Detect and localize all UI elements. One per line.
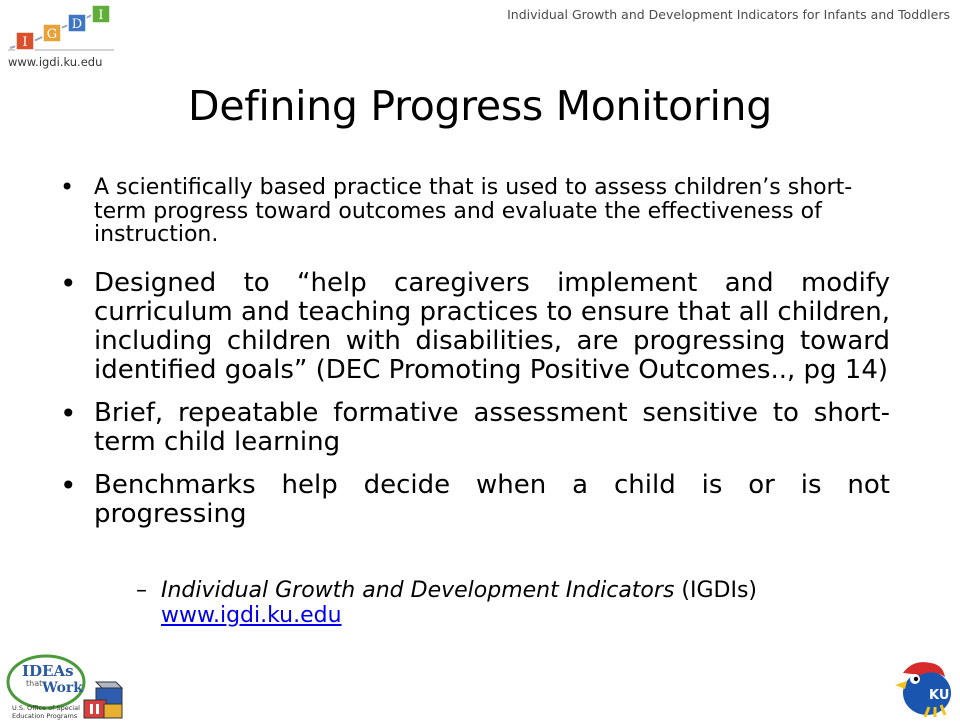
igdi-link[interactable]: www.igdi.ku.edu	[161, 603, 342, 628]
header-program-name: Individual Growth and Development Indicators for Infants and Toddlers	[507, 7, 950, 22]
bullet-item: • Designed to “help caregivers implement and modify curriculum and teaching practices to ensure that all children, including children with disabilities, are progressing toward identified goals” (DEC Promoting Positive Outcomes.., pg 14)	[60, 269, 890, 385]
logo-letter-4: I	[98, 8, 104, 23]
slide-title: Defining Progress Monitoring	[188, 82, 772, 130]
bullet-list	[60, 176, 890, 543]
ideas-line3: Work	[42, 680, 83, 696]
bullet-item: • Benchmarks help decide when a child is or is not progressing	[60, 471, 890, 529]
ideas-that-work-logo	[4, 652, 94, 720]
ideas-line2: that	[26, 679, 43, 688]
igdi-logo-graphic	[6, 0, 116, 56]
logo-url: www.igdi.ku.edu	[8, 55, 103, 69]
bullet-item: • A scientifically based practice that is used to assess children’s short-term progress toward outcomes and evaluate the effectiveness of instruction.	[60, 176, 890, 247]
ideas-line5: Education Programs	[12, 712, 78, 720]
ku-text: KU	[929, 688, 950, 703]
sub-bullet	[136, 578, 851, 628]
bullet-item: • Brief, repeatable formative assessment sensitive to short-term child learning	[60, 399, 890, 457]
logo-letter-3: D	[71, 17, 83, 32]
ideas-line4: U.S. Office of Special	[12, 704, 80, 712]
ku-jayhawk-logo	[893, 655, 955, 720]
sub-bullet-plain: (IGDIs)	[674, 578, 757, 603]
ideas-line1: IDEAs	[22, 662, 74, 680]
sub-bullet-italic: Individual Growth and Development Indicators	[161, 578, 675, 603]
blocks-icon	[82, 678, 124, 720]
logo-letter-2: G	[46, 27, 58, 42]
logo-letter-1: I	[22, 35, 28, 50]
